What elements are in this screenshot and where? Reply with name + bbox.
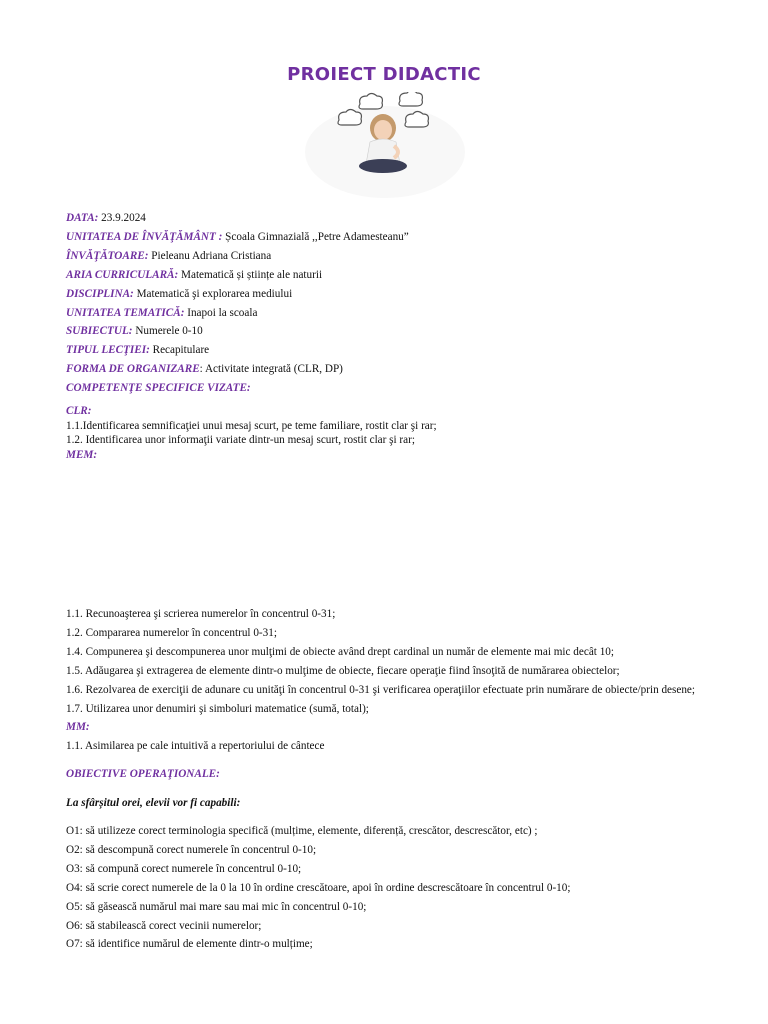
mm-label: MM: bbox=[66, 721, 90, 734]
list-item: O1: să utilizeze corect terminologia specifică (mulțime, elemente, diferență, crescător, descrescător, etc) ; bbox=[66, 825, 538, 837]
list-item: 1.1. Recunoaşterea şi scrierea numerelor în concentrul 0-31; bbox=[66, 608, 336, 620]
field-label: UNITATEA DE ÎNVĂŢĂMÂNT : bbox=[66, 230, 223, 243]
field-value: Matematică și științe ale naturii bbox=[178, 268, 323, 281]
field-value: Pieleanu Adriana Cristiana bbox=[148, 249, 272, 262]
field-label: TIPUL LECŢIEI: bbox=[66, 344, 150, 357]
list-item: O4: să scrie corect numerele de la 0 la 10 în ordine crescătoare, apoi în ordine descrescătoare în concentrul 0-10; bbox=[66, 881, 571, 894]
field-aria-curriculara bbox=[66, 266, 726, 285]
list-item: 1.1. Asimilarea pe cale intuitivă a repertoriului de cântece bbox=[66, 740, 325, 753]
field-value: Școala Gimnazială ,,Petre Adamesteanu” bbox=[222, 230, 409, 243]
field-value: 23.9.2024 bbox=[98, 212, 146, 224]
field-value: Recapitulare bbox=[149, 344, 210, 357]
field-unitatea-invatamant bbox=[66, 228, 726, 247]
field-label: ÎNVĂŢĂTOARE: bbox=[66, 249, 149, 262]
field-label: ARIA CURRICULARĂ: bbox=[66, 268, 179, 281]
field-forma-organizare bbox=[66, 360, 726, 379]
objectives-intro bbox=[66, 794, 726, 813]
field-label: FORMA DE ORGANIZARE bbox=[66, 363, 200, 376]
mem-label: MEM: bbox=[66, 448, 98, 461]
list-item: 1.2. Compararea numerelor în concentrul 0-31; bbox=[66, 626, 277, 639]
list-item: 1.5. Adăugarea şi extragerea de elemente dintr-o mulţime de obiecte, fiecare operaţie fiind însoţită de numărarea obiectelor; bbox=[66, 664, 620, 677]
field-label: DATA: bbox=[66, 212, 99, 224]
clr-label: CLR: bbox=[66, 405, 92, 417]
mem-section bbox=[66, 605, 726, 756]
objectives-heading bbox=[66, 765, 726, 784]
field-unitatea-tematica bbox=[66, 304, 726, 323]
list-item: 1.4. Compunerea şi descompunerea unor mulţimi de obiecte având drept cardinal un număr de elemente mai mic decât 10; bbox=[66, 645, 614, 658]
thinking-girl-illustration bbox=[300, 92, 470, 200]
field-value: : Activitate integrată (CLR, DP) bbox=[199, 363, 343, 376]
list-item: O6: să stabilească corect vecinii numerelor; bbox=[66, 919, 262, 932]
list-item: O2: să descompună corect numerele în concentrul 0-10; bbox=[66, 843, 317, 856]
list-item: 1.7. Utilizarea unor denumiri şi simboluri matematice (sumă, total); bbox=[66, 702, 369, 715]
field-label: DISCIPLINA: bbox=[66, 287, 134, 300]
field-disciplina bbox=[66, 285, 726, 304]
document-title: PROIECT DIDACTIC bbox=[287, 64, 481, 85]
field-value: Inapoi la scoala bbox=[184, 306, 258, 319]
field-value: Numerele 0-10 bbox=[132, 325, 203, 338]
objectives-intro-text: La sfârșitul orei, elevii vor fi capabili: bbox=[66, 797, 241, 809]
field-invatatoare bbox=[66, 247, 726, 266]
list-item: O7: să identifice numărul de elemente dintr-o mulțime; bbox=[66, 938, 313, 951]
field-data bbox=[66, 209, 726, 228]
header-fields bbox=[66, 209, 726, 398]
field-label: UNITATEA TEMATICĂ: bbox=[66, 306, 185, 319]
field-label: COMPETENŢE SPECIFICE VIZATE: bbox=[66, 382, 251, 395]
field-competente bbox=[66, 379, 726, 398]
list-item: 1.6. Rezolvarea de exerciţii de adunare cu unităţi în concentrul 0-31 şi verificarea operaţiilor efectuate prin numărare de obiecte/prin desene; bbox=[66, 683, 696, 696]
clr-section bbox=[66, 404, 726, 462]
field-value: Matematică şi explorarea mediului bbox=[133, 287, 293, 300]
list-item: O3: să compună corect numerele în concentrul 0-10; bbox=[66, 862, 302, 875]
list-item: O5: să găsească numărul mai mare sau mai mic în concentrul 0-10; bbox=[66, 900, 367, 913]
field-label: SUBIECTUL: bbox=[66, 325, 133, 338]
field-tipul-lectiei bbox=[66, 341, 726, 360]
objectives-list bbox=[66, 822, 726, 954]
section-heading: OBIECTIVE OPERAŢIONALE: bbox=[66, 768, 220, 780]
list-item: 1.1.Identificarea semnificaţiei unui mesaj scurt, pe teme familiare, rostit clar şi rar; bbox=[66, 419, 437, 432]
field-subiectul bbox=[66, 322, 726, 341]
list-item: 1.2. Identificarea unor informaţii variate dintr-un mesaj scurt, rostit clar şi rar; bbox=[66, 434, 415, 446]
